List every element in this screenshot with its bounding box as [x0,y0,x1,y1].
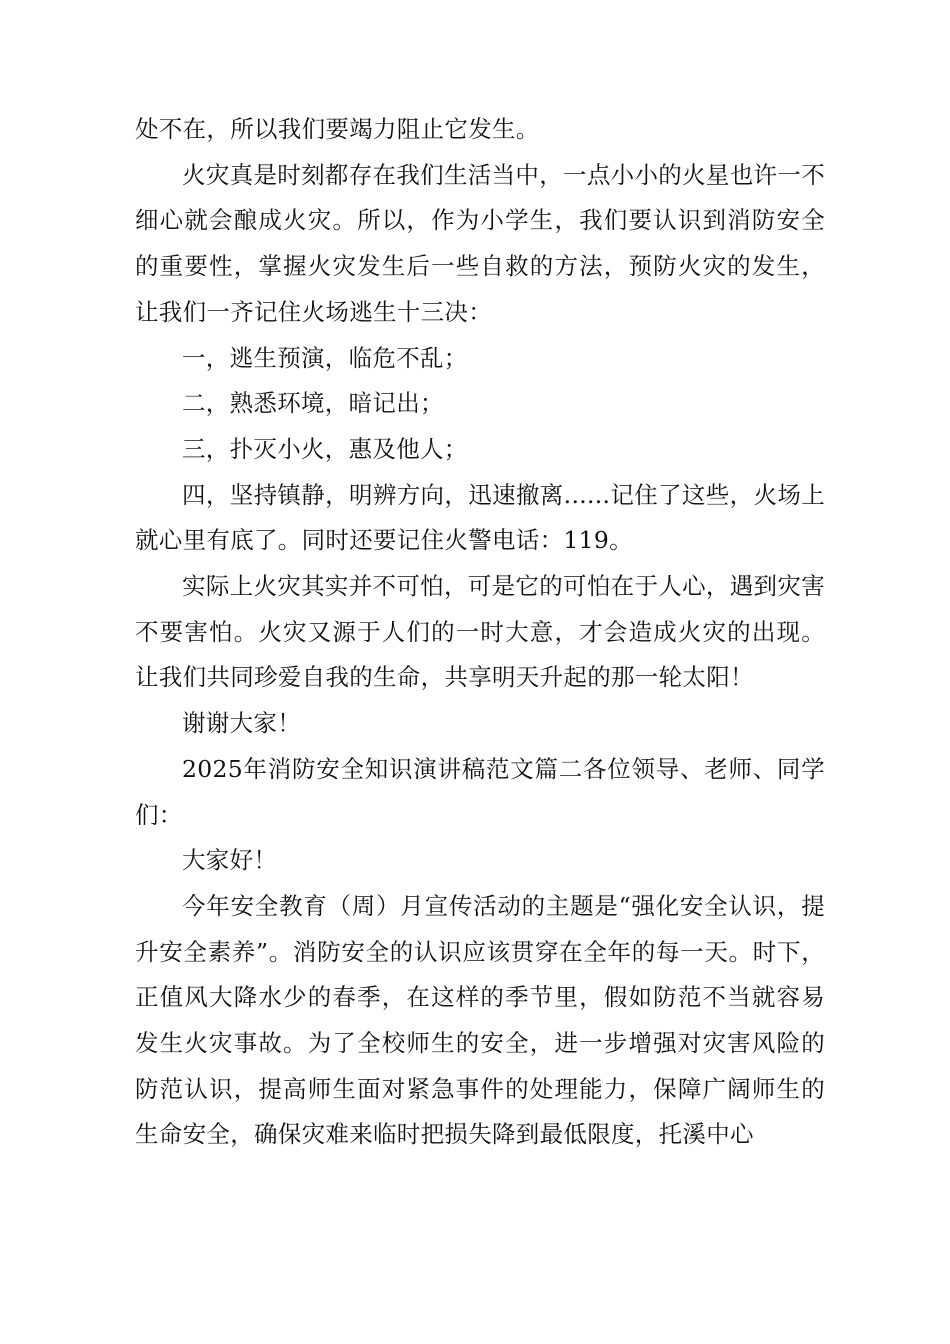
paragraph-theme: 今年安全教育（周）月宣传活动的主题是“强化安全认识，提升安全素养”。消防安全的认识应该贯穿在全年的每一天。时下，正值风大降水少的春季，在这样的季节里，假如防范不当就容易发生火灾事故。为了全校师生的安全，进一步增强对灾害风险的防范认识，提高师生面对紧急事件的处理能力，保障广阔师生的生命安全，确保灾难来临时把损失降到最低限度，托溪中心 [135,891,825,1149]
thanks-line: 谢谢大家！ [182,709,301,738]
paragraph-continuation: 处不在，所以我们要竭力阻止它发生。 [135,115,540,143]
escape-tip-4: 四，坚持镇静，明辨方向，迅速撤离......记住了这些，火场上就心里有底了。同时还要记住火警电话：119。 [135,480,825,555]
escape-tip-1: 一，逃生预演，临危不乱； [182,343,468,372]
escape-tip-2: 二，熟悉环境，暗记出； [182,389,444,418]
escape-tip-3: 三，扑灭小火，惠及他人； [182,434,468,463]
greeting-line: 大家好！ [182,846,278,875]
paragraph-conclusion: 实际上火灾其实并不可怕，可是它的可怕在于人心，遇到灾害不要害怕。火灾又源于人们的一时大意，才会造成火灾的出现。让我们共同珍爱自我的生命，共享明天升起的那一轮太阳！ [135,572,825,692]
document-page [135,107,825,1158]
paragraph-fire-danger: 火灾真是时刻都存在我们生活当中，一点小小的火星也许一不细心就会酿成火灾。所以，作为小学生，我们要认识到消防安全的重要性，掌握火灾发生后一些自救的方法，预防火灾的发生，让我们一齐记住火场逃生十三决： [135,160,825,326]
speech-two-heading: 2025年消防安全知识演讲稿范文篇二各位领导、老师、同学们： [135,754,825,829]
